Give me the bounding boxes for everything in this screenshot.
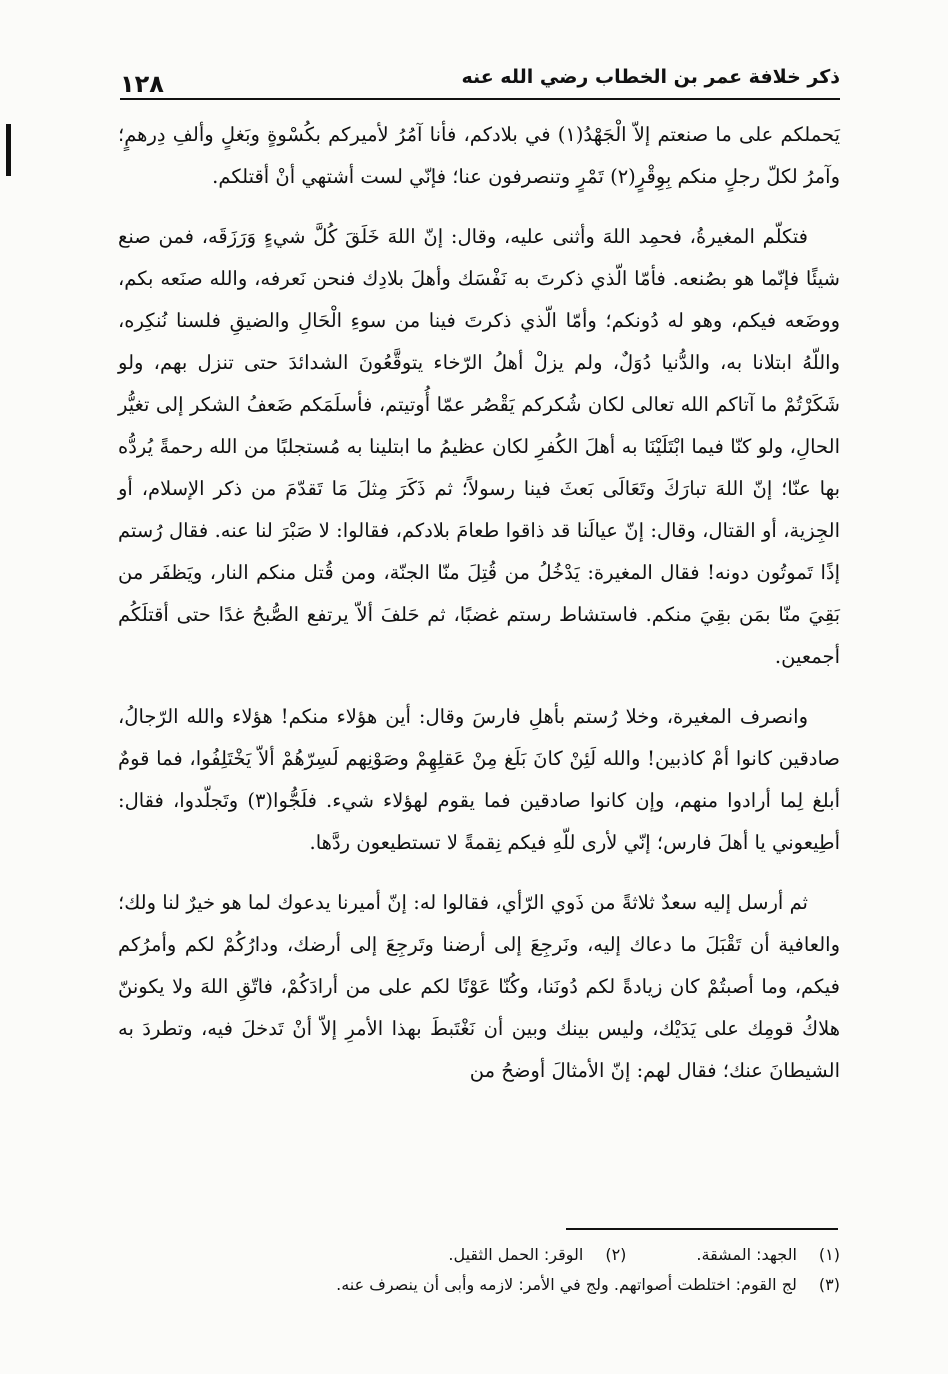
paragraph: فتكلّم المغيرةُ، فحمِد اللهَ وأثنى عليه، وقال: إنّ اللهَ خَلَقَ كُلَّ شيءٍ وَرَزَقَه، فمن صنع شيئًا فإنّما هو بصُنعه. فأمّا الّذي ذكرتَ به نَفْسَك وأهلَ بلادِك فنحن نَعرفه، والله صنَعه بكم، ووضَعه فيكم، وهو له دُونكم؛ وأمّا الّذي ذكرتَ فينا من سوءِ الْحَالِ والضيقِ فلسنا نُنكِره، واللّهُ ابتلانا به، والدُّنيا دُوَلٌ، ولم يزلْ أهلُ الرّخاء يتوقَّعُونَ الشدائدَ حتى تنزل بهم، ولو شَكَرْتُمْ ما آتاكم الله تعالى لكان شُكركم يَقْصُر عمّا أُوتيتم، فأسلَمَكم ضَعفُ الشكر إلى تغيُّر الحالِ، ولو كنّا فيما ابْتَلَيْنَا به أهلَ الكُفرِ لكان عظيمُ ما ابتلينا به مُستجلبًا من الله رحمةً يُردُّه بها عنّا؛ إنّ اللهَ تبارَكَ وتَعَالَى بَعثَ فينا رسولاً؛ ثم ذَكَرَ مِثلَ مَا تَقدّمَ من ذكر الإسلام، أو الجِزية، أو القتال، وقال: إنّ عيالَنا قد ذاقوا طعامَ بلادكم، فقالوا: لا صَبْرَ لنا عنه. فقال رُستم إذًا تَموتُون دونه! فقال المغيرة: يَدْخُلُ من قُتِلَ منّا الجنّة، ومن قُتل منكم النار، ويَظفَر من بَقِيَ منّا بمَن بقِيَ منكم. فاستشاط رستم غضبًا، ثم حَلفَ ألاّ يرتفع الصُّبحُ غدًا حتى أقتلَكُم أجمعين. [118, 225, 840, 668]
footnote-number: (٢) [605, 1245, 627, 1264]
footnote-row [150, 1240, 840, 1270]
body-text [118, 114, 840, 1110]
footnote-2 [448, 1240, 626, 1270]
footnotes [150, 1240, 840, 1300]
footnote-text: الوقر: الحمل الثقيل. [448, 1245, 584, 1264]
footnote-number: (٣) [818, 1275, 840, 1294]
footnote-3 [336, 1270, 840, 1300]
footnote-row [150, 1270, 840, 1300]
page-number: ١٢٨ [120, 70, 164, 98]
running-title: ذكر خلافة عمر بن الخطاب رضي الله عنه [461, 66, 840, 88]
paragraph: وانصرف المغيرة، وخلا رُستم بأهلِ فارسَ وقال: أين هؤلاء منكم! هؤلاء والله الرّجالُ، صادقين كانوا أمْ كاذبين! والله لَئِنْ كانَ بَلَغ مِنْ عَقلِهِمْ وصَوْنِهم لَسِرّهُمْ ألاّ يَخْتَلِفُوا، فما قومٌ أبلغ لِما أرادوا منهم، وإن كانوا صادقين فما يقوم لهؤلاء شيء. فلَجُّوا(٣) وتَجلّدوا، فقال: أطِيعوني يا أهلَ فارس؛ إنّي لأرى للّهِ فيكم نِقمةً لا تستطيعون ردَّها. [118, 705, 840, 854]
footnote-number: (١) [818, 1245, 840, 1264]
footnote-text: الجهد: المشقة. [696, 1245, 797, 1264]
footnote-text: لج القوم: اختلطت أصواتهم. ولج في الأمر: لازمه وأبى أن ينصرف عنه. [336, 1275, 797, 1294]
page-header [120, 56, 840, 100]
paragraph: ثم أرسل إليه سعدٌ ثلاثةً من ذَوي الرّأي، فقالوا له: إنّ أميرنا يدعوك لما هو خيرٌ لنا ولك؛ والعافية أن تَقْبَلَ ما دعاك إليه، ونَرجِعَ إلى أرضنا وتَرجِعَ إلى أرضك، ودارُكُمْ لكم وأمرُكم فيكم، وما أصبتُمْ كان زيادةً لكم دُونَنا، وكُنّا عَوْنًا لكم على من أرادَكُمْ، فاتّقِ اللهَ ولا يكوننّ هلاكُ قومِك على يَدَيْك، وليس بينك وبين أن نَغْتَبطَ بهذا الأمرِ إلاّ أنْ تَدخلَ فيه، وتطردَ به الشيطانَ عنك؛ فقال لهم: إنّ الأمثالَ أوضحُ من [118, 891, 840, 1082]
footnote-1 [696, 1240, 840, 1270]
paragraph: يَحملكم على ما صنعتم إلاّ الْجَهْدُ(١) في بلادكم، فأنا آمُرُ لأميركم بكُسْوةٍ وبَغلٍ وألفِ دِرهمٍ؛ وآمرُ لكلّ رجلٍ منكم بِوِقْرٍ(٢) تَمْرٍ وتنصرفون عنا؛ فإنّي لست أشتهي أنْ أقتلكم. [118, 123, 840, 188]
footnote-divider [566, 1228, 838, 1230]
margin-mark [6, 124, 11, 176]
